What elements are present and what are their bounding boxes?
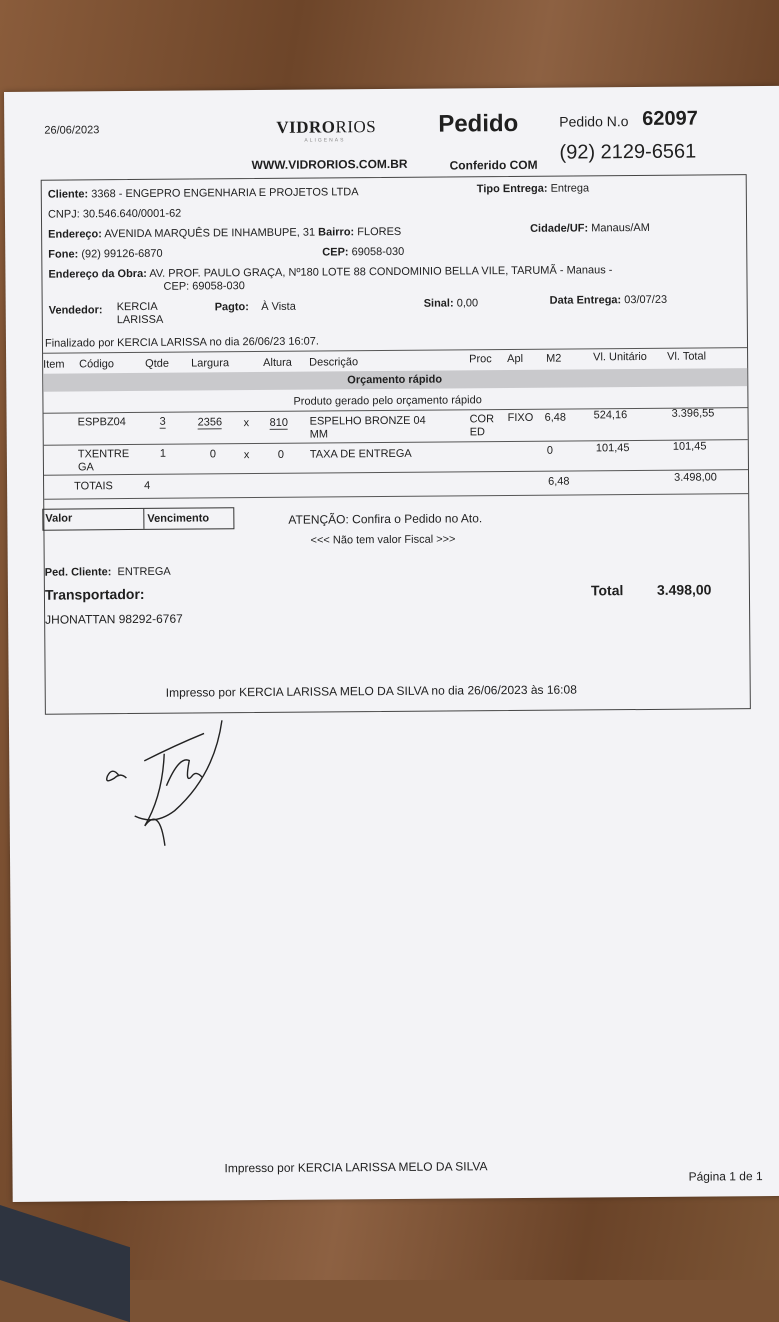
row2-altura: 0 [277,448,285,461]
finalizado-note: Finalizado por KERCIA LARISSA no dia 26/06/23 16:07. [44,335,319,350]
col-largura: Largura [191,357,230,370]
divider [44,469,748,476]
order-document [4,86,779,1202]
row2-m2: 0 [546,444,554,457]
tipo-entrega-value: Entrega [550,182,590,195]
vendedor-line2: LARISSA [116,313,164,327]
order-number-label: Pedido N.o [559,113,629,130]
col-codigo: Código [79,358,115,371]
payment-divider [143,509,144,529]
totais-label: TOTAIS [74,480,113,493]
bairro-value: FLORES [357,225,402,239]
company-phone: (92) 2129-6561 [559,140,697,164]
row1-descricao-1: ESPELHO BRONZE 04 [309,414,426,428]
cidade-label: Cidade/UF: [530,222,589,235]
total-label: Total [590,582,624,599]
row1-descricao-2: MM [309,428,329,441]
atencao-note: ATENÇÃO: Confira o Pedido no Ato. [288,511,483,527]
col-m2: M2 [546,352,562,365]
brand-subtitle: ALIGENAS [304,137,346,144]
valor-label: Valor [45,512,73,525]
row1-vl-total: 3.396,55 [671,407,715,420]
row1-m2: 6,48 [544,411,567,424]
transportador-label: Transportador: [44,585,145,603]
row1-largura: 2356 [197,416,223,429]
obra-label: Endereço da Obra: [48,267,147,281]
cnpj: CNPJ: 30.546.640/0001-62 [47,207,182,221]
payment-table [42,507,234,531]
totais-valor: 3.498,00 [674,471,717,484]
doc-title: Pedido [438,109,519,138]
col-item: Item [43,358,65,371]
row1-qtde: 3 [159,415,166,428]
col-vl-total: Vl. Total [667,350,707,363]
col-qtde: Qtde [145,357,170,370]
row1-vl-unitario: 524,16 [593,409,628,422]
divider [44,407,748,414]
data-entrega-label: Data Entrega: [549,294,622,307]
nao-fiscal-note: <<< Não tem valor Fiscal >>> [310,533,456,547]
row2-x: x [243,449,250,462]
col-altura: Altura [263,356,292,369]
row1-x: x [243,417,250,430]
col-vl-unitario: Vl. Unitário [593,350,647,364]
group-title: Orçamento rápido [347,373,443,387]
row1-altura: 810 [269,416,289,429]
fone-value: (92) 99126-6870 [81,247,163,261]
impresso-note: Impresso por KERCIA LARISSA MELO DA SILVA no dia 26/06/2023 às 16:08 [165,682,577,700]
endereco-value: AVENIDA MARQUÊS DE INHAMBUPE, 31 [104,226,316,241]
ped-cliente-value: ENTREGA [117,565,171,579]
totais-qtde: 4 [144,479,151,492]
group-subtitle: Produto gerado pelo orçamento rápido [293,394,482,408]
row1-proc-2: ED [469,426,486,439]
row2-descricao: TAXA DE ENTREGA [309,447,412,461]
conferido-label: Conferido COM [449,157,538,173]
col-proc: Proc [469,353,492,366]
page-footer-impresso: Impresso por KERCIA LARISSA MELO DA SILVA [224,1159,488,1176]
obra-line2: CEP: 69058-030 [163,280,245,293]
order-details-box [41,174,751,715]
cep-value: 69058-030 [351,245,405,259]
handwritten-signature [104,715,235,856]
print-date: 26/06/2023 [44,124,100,137]
total-value: 3.498,00 [656,581,712,598]
row1-proc-1: COR [469,413,495,426]
brand-name-bold: VIDRO [276,117,336,137]
row2-qtde: 1 [159,447,167,460]
divider [44,439,748,446]
row1-codigo: ESPBZ04 [77,416,126,429]
fone-label: Fone: [48,248,79,261]
col-apl: Apl [507,352,524,366]
cliente-value: 3368 - ENGEPRO ENGENHARIA E PROJETOS LTDA [91,186,359,201]
row2-vl-unitario: 101,45 [595,442,630,455]
tipo-entrega-label: Tipo Entrega: [476,182,548,196]
brand-name-light: RIOS [335,117,377,137]
brand-logo [276,117,376,138]
cidade-value: Manaus/AM [591,221,650,235]
sinal-label: Sinal: [423,297,454,310]
endereco-label: Endereço: [48,228,102,241]
sinal-value: 0,00 [456,297,479,310]
row1-apl: FIXO [507,411,534,425]
cliente-label: Cliente: [47,188,89,201]
website: WWW.VIDRORIOS.COM.BR [251,156,408,173]
totais-m2: 6,48 [548,475,570,488]
pagto-value: À Vista [261,300,296,313]
col-descricao: Descrição [309,356,359,369]
pagto-label: Pagto: [214,301,249,314]
row2-vl-total: 101,45 [672,440,707,453]
row2-codigo-1: TXENTRE [77,448,130,461]
data-entrega-value: 03/07/23 [624,293,668,307]
transportador-value: JHONATTAN 98292-6767 [45,611,183,627]
row2-codigo-2: GA [77,461,94,474]
vencimento-label: Vencimento [147,512,210,525]
divider [44,493,748,500]
vendedor-label: Vendedor: [48,304,103,317]
page-number: Página 1 de 1 [688,1169,763,1184]
obra-line1: AV. PROF. PAULO GRAÇA, Nº180 LOTE 88 CONDOMINIO BELLA VILE, TARUMÃ - Manaus - [149,264,613,280]
ped-cliente-label: Ped. Cliente: [44,566,112,579]
cep-label: CEP: [322,246,349,259]
vendedor-line1: KERCIA [116,300,158,314]
row2-largura: 0 [209,448,217,461]
order-number: 62097 [642,107,698,130]
bairro-label: Bairro: [318,226,355,239]
